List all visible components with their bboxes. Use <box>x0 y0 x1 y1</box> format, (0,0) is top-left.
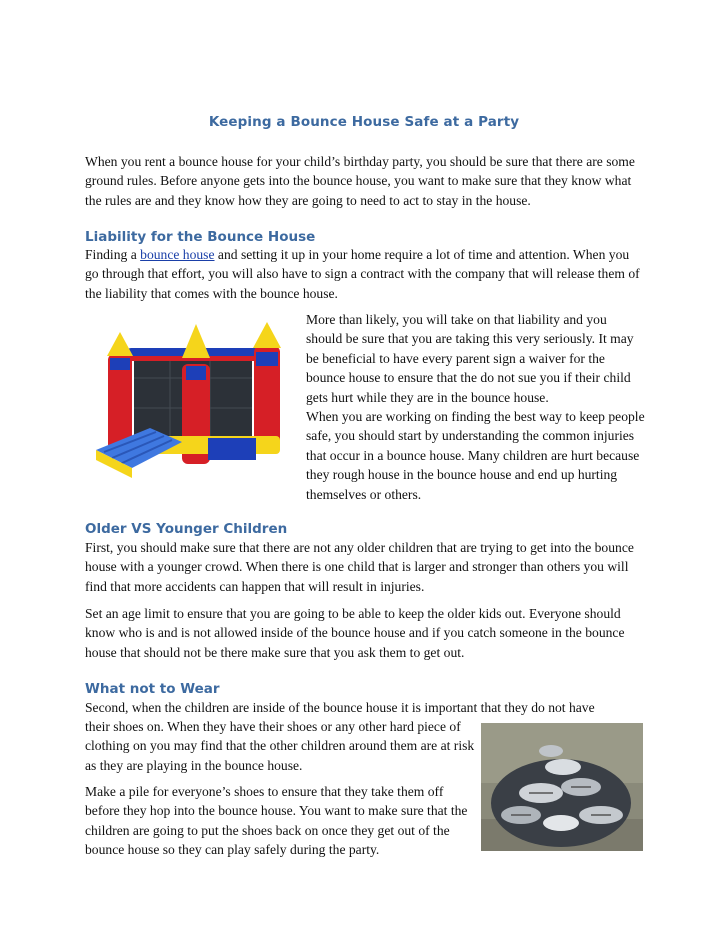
liability-text-end: and setting it up in your home require a lot of time and attention. When you go through that effort, you will also have to sign a contract with the company that will release them of the liability that comes with the bounce house. <box>85 247 640 301</box>
heading-older-younger: Older VS Younger Children <box>85 521 288 537</box>
liability-text-start: Finding a <box>85 247 141 262</box>
heading-what-not-to-wear: What not to Wear <box>85 681 220 697</box>
liability-paragraph-1 <box>85 245 645 303</box>
bounce-house-link[interactable]: bounce house <box>140 247 215 262</box>
older-younger-paragraph-1: First, you should make sure that there are not any older children that are trying to get into the bounce house with a younger crowd. When there is one child that is larger and stronger than others you will find that more accidents can happen that will result in injuries. <box>85 540 634 594</box>
wear-paragraph-1-line-1: Second, when the children are inside of the bounce house it is important that they do not have <box>85 700 595 715</box>
intro-paragraph: When you rent a bounce house for your child’s birthday party, you should be sure that there are some ground rules. Before anyone gets into the bounce house, you want to make sure that they know what the rules are and they know how they are going to need to act to stay in the house. <box>85 154 635 208</box>
wear-paragraph-1-rest: their shoes on. When they have their shoes or any other hard piece of clothing on you may find that the other children around them are at risk as they are playing in the bounce house. <box>85 719 475 773</box>
liability-paragraph-2: More than likely, you will take on that liability and you should be sure that you are taking this very seriously. It may be beneficial to have every parent sign a waiver for the bounce house to ensure that the do not sue you if their child gets hurt while they are in the bounce house. <box>306 312 634 405</box>
heading-liability: Liability for the Bounce House <box>85 229 316 245</box>
document-title: Keeping a Bounce House Safe at a Party <box>208 114 520 130</box>
older-younger-paragraph-2: Set an age limit to ensure that you are going to be able to keep the older kids out. Everyone should know who is and is not allowed inside of the bounce house and if you catch someone in the bounce house that should not be there make sure that you ask them to get out. <box>85 606 625 660</box>
bounce-house-image <box>90 318 294 482</box>
shoe-pile-image <box>481 723 643 851</box>
liability-paragraph-3: When you are working on finding the best way to keep people safe, you should start by understanding the common injuries that occur in a bounce house. Many children are hurt because they rough house in the bounce house and end up hurting themselves or others. <box>306 409 645 502</box>
wear-paragraph-2: Make a pile for everyone’s shoes to ensure that they take them off before they hop into the bounce house. You want to make sure that the children are going to put the shoes back on once they get out of the bounce house so they can play safely during the party. <box>85 784 468 858</box>
